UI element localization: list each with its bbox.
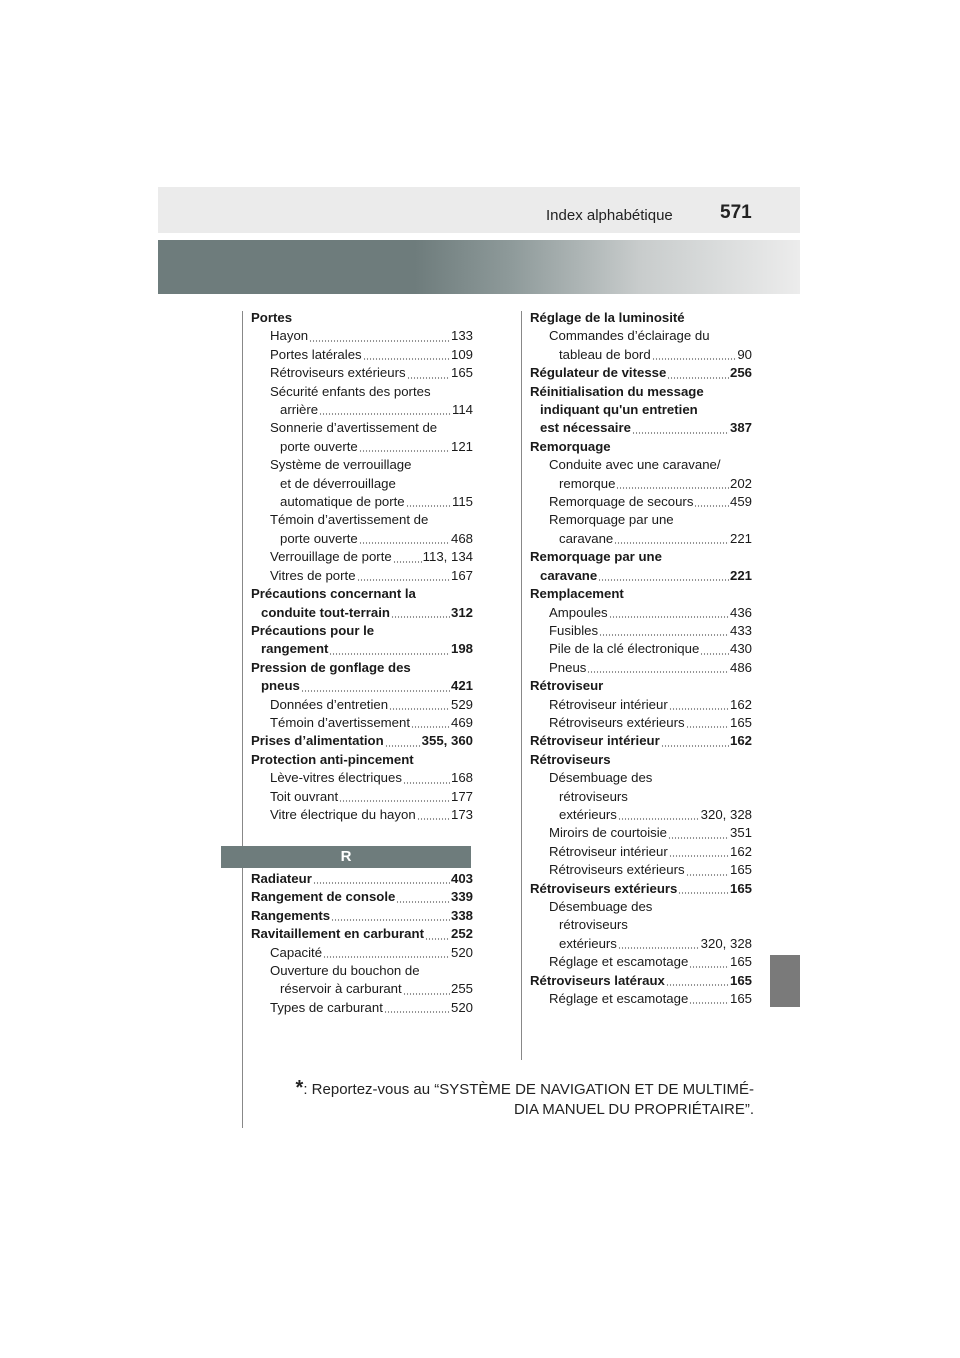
index-term: conduite tout-terrain <box>261 604 390 620</box>
index-heading: Pression de gonflage des <box>251 659 411 675</box>
footnote <box>270 1078 754 1120</box>
dot-leader <box>417 818 450 820</box>
index-entry <box>530 493 752 511</box>
index-page-ref: 133 <box>450 328 473 344</box>
index-term: Régulateur de vitesse <box>530 365 667 381</box>
index-page-ref: 221 <box>729 567 752 583</box>
index-page-ref: 121 <box>450 438 473 454</box>
index-term: Lève-vitres électriques <box>270 770 402 786</box>
index-line: rétroviseurs <box>559 917 628 933</box>
index-page-ref: 468 <box>450 530 473 546</box>
index-page-ref: 469 <box>450 714 473 730</box>
index-page-ref: 113, 134 <box>422 549 473 565</box>
dot-leader <box>614 542 729 544</box>
index-entry <box>251 980 473 998</box>
index-page-ref: 202 <box>729 475 752 491</box>
dot-leader <box>323 956 450 958</box>
index-page-ref: 90 <box>737 346 752 362</box>
index-entry <box>251 806 473 824</box>
dot-leader <box>329 653 450 655</box>
index-term: tableau de bord <box>559 346 651 362</box>
index-heading: Réglage de la luminosité <box>530 310 685 325</box>
dot-leader <box>385 745 421 747</box>
index-entry <box>530 419 752 437</box>
index-entry <box>251 640 473 658</box>
index-entry <box>251 346 473 364</box>
index-entry <box>530 953 752 971</box>
index-term: extérieurs <box>559 935 617 951</box>
index-term: Pile de la clé électronique <box>549 641 700 657</box>
index-term: caravane <box>540 567 598 583</box>
index-page-ref: 520 <box>450 944 473 960</box>
index-entry <box>251 548 473 566</box>
dot-leader <box>666 984 729 986</box>
index-page-ref: 520 <box>450 999 473 1015</box>
index-entry <box>530 972 752 990</box>
index-page-ref: 165 <box>450 365 473 381</box>
dot-leader <box>403 993 450 995</box>
page-number: 571 <box>720 202 752 223</box>
index-entry <box>530 880 752 898</box>
dot-leader <box>393 561 422 563</box>
index-entry <box>530 346 752 364</box>
index-term: rangement <box>261 641 329 657</box>
index-page-ref: 403 <box>450 871 473 886</box>
dot-leader <box>609 616 729 618</box>
index-page-ref: 162 <box>729 843 752 859</box>
index-term: Rangements <box>251 907 331 923</box>
index-term: Rétroviseurs extérieurs <box>549 862 685 878</box>
index-term: Rétroviseurs extérieurs <box>270 365 406 381</box>
index-entry <box>530 659 752 677</box>
index-term: Pneus <box>549 659 587 675</box>
index-entry <box>251 925 473 943</box>
index-entry <box>251 493 473 511</box>
dot-leader <box>389 708 450 710</box>
column-divider-middle <box>521 311 522 1060</box>
dot-leader <box>406 505 451 507</box>
index-term: Rétroviseurs extérieurs <box>530 880 678 896</box>
index-term: Fusibles <box>549 622 599 638</box>
index-page-ref: 168 <box>450 770 473 786</box>
index-term: Ravitaillement en carburant <box>251 926 424 942</box>
index-entry <box>530 935 752 953</box>
index-page-ref: 252 <box>450 926 473 942</box>
index-entry <box>251 714 473 732</box>
index-entry <box>251 677 473 695</box>
index-term: Témoin d’avertissement <box>270 714 410 730</box>
index-heading: Remplacement <box>530 586 624 602</box>
index-heading: Portes <box>251 310 293 325</box>
index-heading: indiquant qu'un entretien <box>540 402 698 418</box>
index-page-ref: 387 <box>729 420 752 436</box>
index-entry <box>530 824 752 842</box>
dot-leader <box>661 745 729 747</box>
index-entry <box>530 843 752 861</box>
dot-leader <box>686 874 729 876</box>
index-term: remorque <box>559 475 616 491</box>
dot-leader <box>667 377 729 379</box>
index-entry <box>251 769 473 787</box>
index-line: et de déverrouillage <box>280 475 396 491</box>
dot-leader <box>363 358 450 360</box>
index-entry <box>530 530 752 548</box>
index-entry <box>530 732 752 750</box>
dot-leader <box>689 1002 729 1004</box>
index-term: Rétroviseur intérieur <box>530 733 660 749</box>
index-term: Radiateur <box>251 871 312 886</box>
dot-leader <box>599 634 729 636</box>
index-page-ref: 115 <box>451 494 473 510</box>
index-line: Sonnerie d’avertissement de <box>270 420 438 436</box>
index-line: Ouverture du bouchon de <box>270 963 420 979</box>
footnote-star: * <box>295 1077 304 1099</box>
dot-leader <box>403 782 450 784</box>
index-term: Réglage et escamotage <box>549 954 689 970</box>
index-page-ref: 339 <box>450 889 473 905</box>
index-term: Ampoules <box>549 604 608 620</box>
dot-leader <box>357 579 450 581</box>
dot-leader <box>359 542 450 544</box>
index-term: Rangement de console <box>251 889 396 905</box>
dot-leader <box>384 1011 450 1013</box>
index-page-ref: 255 <box>450 981 473 997</box>
index-page-ref: 529 <box>450 696 473 712</box>
index-entry <box>251 732 473 750</box>
index-term: Rétroviseur intérieur <box>549 843 668 859</box>
page-title: Index alphabétique <box>546 207 673 224</box>
index-page-ref: 162 <box>729 733 752 749</box>
dot-leader <box>391 616 450 618</box>
index-entry <box>530 696 752 714</box>
index-entry <box>530 806 752 824</box>
dot-leader <box>407 377 450 379</box>
index-page-ref: 165 <box>729 714 752 730</box>
index-term: porte ouverte <box>280 530 358 546</box>
index-term: automatique de porte <box>280 494 405 510</box>
index-line: Système de verrouillage <box>270 457 412 473</box>
index-page-ref: 355, 360 <box>421 733 473 749</box>
footnote-line-1: : Reportez-vous au “SYSTÈME DE NAVIGATION ET DE MULTIMÉ- <box>303 1081 754 1098</box>
index-term: Prises d’alimentation <box>251 733 384 749</box>
index-page-ref: 312 <box>450 604 473 620</box>
index-page-ref: 114 <box>451 402 473 418</box>
dot-leader <box>632 432 729 434</box>
index-heading: Remorquage par une <box>530 549 662 565</box>
index-line: Conduite avec une caravane/ <box>549 457 721 473</box>
index-term: Toit ouvrant <box>270 788 339 804</box>
index-heading: Remorquage <box>530 438 611 454</box>
column-divider-left <box>242 311 243 1128</box>
index-entry <box>530 714 752 732</box>
decorative-band <box>158 240 800 294</box>
index-entry <box>530 990 752 1008</box>
index-term: porte ouverte <box>280 438 358 454</box>
index-entry <box>251 401 473 419</box>
index-heading: Rétroviseur <box>530 678 604 694</box>
index-page-ref: 486 <box>729 659 752 675</box>
dot-leader <box>668 837 729 839</box>
index-entry <box>251 364 473 382</box>
index-heading: Rétroviseurs <box>530 751 611 767</box>
dot-leader <box>618 818 700 820</box>
dot-leader <box>359 450 450 452</box>
index-term: extérieurs <box>559 806 617 822</box>
index-entry <box>251 907 473 925</box>
index-term: Données d’entretien <box>270 696 389 712</box>
index-page-ref: 338 <box>450 907 473 923</box>
index-line: Désembuage des <box>549 899 653 914</box>
dot-leader <box>616 487 729 489</box>
index-term: Types de carburant <box>270 999 383 1015</box>
dot-leader <box>339 800 450 802</box>
index-page-ref: 256 <box>729 365 752 381</box>
dot-leader <box>309 340 450 342</box>
dot-leader <box>587 671 729 673</box>
dot-leader <box>319 413 451 415</box>
index-page-ref: 109 <box>450 346 473 362</box>
index-entry <box>251 870 473 888</box>
index-term: Remorquage de secours <box>549 494 694 510</box>
index-entry <box>530 364 752 382</box>
index-page-ref: 320, 328 <box>700 806 752 822</box>
dot-leader <box>694 505 729 507</box>
dot-leader <box>678 892 729 894</box>
index-entry <box>251 438 473 456</box>
header-bar <box>158 187 800 233</box>
index-page-ref: 162 <box>729 696 752 712</box>
index-entry <box>251 944 473 962</box>
index-page-ref: 165 <box>729 972 752 988</box>
index-entry <box>530 475 752 493</box>
index-column-right <box>530 309 752 1008</box>
index-heading: Précautions pour le <box>251 622 375 638</box>
index-entry <box>251 696 473 714</box>
index-page-ref: 351 <box>729 825 752 841</box>
dot-leader <box>425 938 450 940</box>
index-entry <box>251 327 473 345</box>
dot-leader <box>396 901 450 903</box>
index-page-ref: 421 <box>450 678 473 694</box>
dot-leader <box>700 653 729 655</box>
index-page-ref: 436 <box>729 604 752 620</box>
index-term: Rétroviseur intérieur <box>549 696 668 712</box>
index-heading: Précautions concernant la <box>251 586 416 602</box>
index-line: Commandes d’éclairage du <box>549 328 710 344</box>
index-line: Témoin d’avertissement de <box>270 512 429 528</box>
dot-leader <box>669 855 729 857</box>
index-page-ref: 221 <box>729 530 752 546</box>
index-line: Désembuage des <box>549 770 653 786</box>
index-term: est nécessaire <box>540 420 631 436</box>
index-line: Sécurité enfants des portes <box>270 383 431 399</box>
index-entry <box>530 622 752 640</box>
index-page-ref: 459 <box>729 494 752 510</box>
index-entry <box>251 604 473 622</box>
index-column-left-r <box>251 870 473 1017</box>
index-heading: Protection anti-pincement <box>251 751 414 767</box>
index-term: Verrouillage de porte <box>270 549 392 565</box>
dot-leader <box>411 726 450 728</box>
index-term: Portes latérales <box>270 346 362 362</box>
dot-leader <box>669 708 729 710</box>
index-term: réservoir à carburant <box>280 981 402 997</box>
index-page-ref: 165 <box>729 991 752 1007</box>
dot-leader <box>598 579 729 581</box>
index-term: Rétroviseurs latéraux <box>530 972 665 988</box>
index-line: rétroviseurs <box>559 788 628 804</box>
index-page-ref: 433 <box>729 622 752 638</box>
index-term: Capacité <box>270 944 323 960</box>
index-term: Vitre électrique du hayon <box>270 806 416 822</box>
index-term: Réglage et escamotage <box>549 991 689 1007</box>
dot-leader <box>313 882 450 884</box>
index-term: pneus <box>261 678 300 694</box>
index-page-ref: 165 <box>729 954 752 970</box>
index-page-ref: 320, 328 <box>700 935 752 951</box>
dot-leader <box>301 690 450 692</box>
index-entry <box>251 999 473 1017</box>
index-column-left <box>251 309 473 824</box>
thumb-index-tab <box>770 955 800 1007</box>
index-term: caravane <box>559 530 614 546</box>
index-page-ref: 165 <box>729 862 752 878</box>
index-entry <box>530 567 752 585</box>
index-page-ref: 173 <box>450 806 473 822</box>
dot-leader <box>652 358 737 360</box>
index-entry <box>251 788 473 806</box>
index-term: Miroirs de courtoisie <box>549 825 667 841</box>
index-entry <box>530 604 752 622</box>
index-term: Rétroviseurs extérieurs <box>549 714 685 730</box>
dot-leader <box>689 966 729 968</box>
index-entry <box>530 861 752 879</box>
index-term: Vitres de porte <box>270 567 356 583</box>
index-line: Remorquage par une <box>549 512 674 528</box>
index-page-ref: 165 <box>729 880 752 896</box>
index-page-ref: 177 <box>450 788 473 804</box>
index-entry <box>251 530 473 548</box>
index-entry <box>251 567 473 585</box>
index-entry <box>251 888 473 906</box>
index-term: arrière <box>280 402 319 418</box>
section-letter-r: R <box>221 846 471 868</box>
index-term: Hayon <box>270 328 309 344</box>
dot-leader <box>331 919 450 921</box>
footnote-line-2: DIA MANUEL DU PROPRIÉTAIRE”. <box>513 1101 754 1118</box>
dot-leader <box>618 947 700 949</box>
index-entry <box>530 640 752 658</box>
index-page-ref: 198 <box>450 641 473 657</box>
index-heading: Réinitialisation du message <box>530 383 704 399</box>
index-page-ref: 430 <box>729 641 752 657</box>
index-page-ref: 167 <box>450 567 473 583</box>
dot-leader <box>686 726 729 728</box>
